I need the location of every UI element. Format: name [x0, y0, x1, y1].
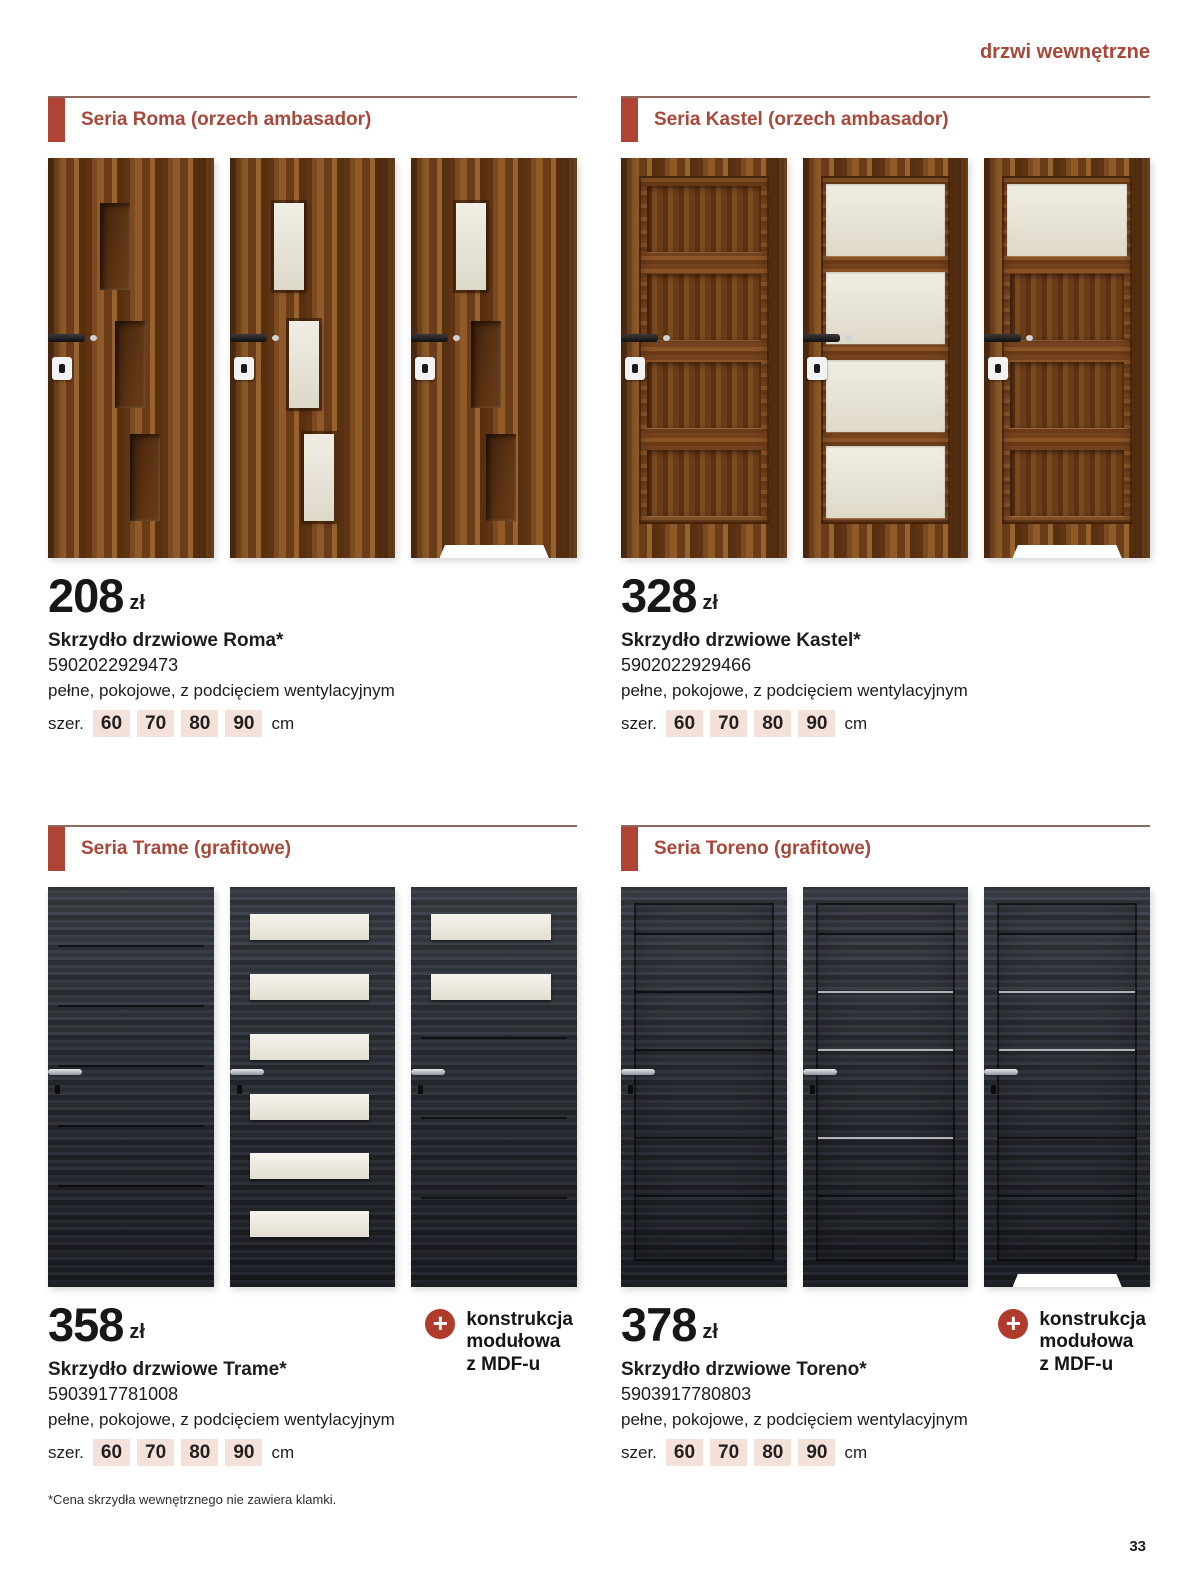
door-image-kastel-mixed	[984, 158, 1150, 558]
section-seria-roma	[48, 96, 577, 737]
door-image-toreno-3	[984, 887, 1150, 1287]
door-photos	[621, 158, 1150, 558]
door-glass-pane	[274, 203, 304, 290]
door-groove	[421, 1197, 567, 1199]
door-groove	[635, 1195, 773, 1197]
size-chip: 90	[225, 1439, 262, 1466]
section-title: Seria Roma (orzech ambasador)	[81, 109, 372, 130]
door-glass-pane	[250, 974, 370, 1000]
size-chip: 70	[137, 1439, 174, 1466]
door-keyhole	[55, 1085, 60, 1094]
door-panel	[100, 203, 130, 290]
door-groove	[635, 991, 773, 993]
product-ean: 5903917780803	[621, 1384, 752, 1404]
size-options	[48, 710, 577, 737]
door-lock-plate	[52, 357, 72, 380]
mdf-badge-line: modułowa	[466, 1331, 561, 1353]
section-accent-bar	[621, 827, 638, 871]
door-frame	[1002, 176, 1132, 524]
door-glass-pane	[250, 1211, 370, 1237]
product-description: pełne, pokojowe, z podcięciem wentylacyjnym	[48, 1410, 395, 1429]
size-options	[621, 710, 1150, 737]
door-handle	[984, 334, 1021, 342]
door-glass-pane	[431, 914, 551, 940]
mdf-badge-text	[1039, 1309, 1146, 1376]
page-number: 33	[1129, 1538, 1146, 1555]
size-chip: 80	[181, 1439, 218, 1466]
size-chip: 90	[225, 710, 262, 737]
door-glass-pane	[456, 203, 486, 290]
size-options	[48, 1439, 577, 1466]
product-ean: 5903917781008	[48, 1384, 179, 1404]
ventilation-undercut	[1013, 545, 1122, 558]
section-title: Seria Kastel (orzech ambasador)	[654, 109, 949, 130]
product-ean: 5902022929466	[621, 655, 752, 675]
size-label: szer.	[48, 1442, 84, 1462]
door-panel	[1010, 450, 1124, 516]
door-groove	[58, 1005, 204, 1007]
size-chip: 70	[710, 1439, 747, 1466]
price-currency: zł	[702, 592, 718, 614]
door-image-trame-glazed	[230, 887, 396, 1287]
product-info	[621, 569, 1150, 737]
section-accent-bar	[621, 98, 638, 142]
price-value: 378	[621, 1298, 697, 1351]
size-chip: 60	[666, 1439, 703, 1466]
door-image-kastel-glazed	[803, 158, 969, 558]
size-unit: cm	[844, 1442, 868, 1462]
price-value: 208	[48, 569, 124, 622]
size-label: szer.	[48, 713, 84, 733]
door-lock-plate	[988, 357, 1008, 380]
door-panel	[130, 434, 160, 521]
price-currency: zł	[129, 592, 145, 614]
door-keyhole	[237, 1085, 242, 1094]
door-image-roma-full	[48, 158, 214, 558]
door-image-trame-mixed	[411, 887, 577, 1287]
mdf-badge-line: modułowa	[1039, 1331, 1134, 1353]
size-chip: 90	[798, 710, 835, 737]
door-glass-pane	[826, 272, 946, 344]
door-glass-pane	[431, 974, 551, 1000]
door-groove	[998, 1195, 1136, 1197]
size-chip: 90	[798, 1439, 835, 1466]
size-chip: 80	[754, 710, 791, 737]
section-accent-bar	[48, 827, 65, 871]
door-image-toreno-2	[803, 887, 969, 1287]
door-image-trame-full	[48, 887, 214, 1287]
size-chip: 60	[666, 710, 703, 737]
door-glass-pane	[826, 184, 946, 256]
door-groove	[635, 933, 773, 935]
section-seria-trame	[48, 825, 577, 1466]
section-seria-kastel	[621, 96, 1150, 737]
product-name: Skrzydło drzwiowe Roma*	[48, 630, 284, 651]
door-glass-pane	[826, 360, 946, 432]
door-frame	[639, 176, 769, 524]
door-glass-pane	[304, 434, 334, 521]
door-lock-plate	[625, 357, 645, 380]
door-glass-pane	[289, 321, 319, 408]
door-handle	[48, 1069, 82, 1075]
door-panel	[1010, 274, 1124, 340]
door-metal-inlay	[818, 1049, 954, 1051]
door-frame	[821, 176, 951, 524]
door-keyhole	[418, 1085, 423, 1094]
section-header	[621, 825, 1150, 881]
door-groove	[817, 933, 955, 935]
door-panel	[1010, 362, 1124, 428]
price-value: 328	[621, 569, 697, 622]
size-unit: cm	[271, 713, 295, 733]
mdf-badge-line: z MDF-u	[466, 1353, 541, 1375]
section-header	[621, 96, 1150, 152]
door-handle	[411, 1069, 445, 1075]
door-panel	[115, 321, 145, 408]
door-metal-inlay	[999, 1049, 1135, 1051]
door-handle	[411, 334, 448, 342]
door-keyhole	[628, 1085, 633, 1094]
door-handle	[803, 334, 840, 342]
door-lock-plate	[415, 357, 435, 380]
door-lock-plate	[807, 357, 827, 380]
door-image-toreno-1	[621, 887, 787, 1287]
door-photos	[621, 887, 1150, 1287]
door-frame	[816, 903, 956, 1261]
section-header	[48, 825, 577, 881]
door-image-kastel-full	[621, 158, 787, 558]
door-groove	[58, 1185, 204, 1187]
size-chip: 60	[93, 1439, 130, 1466]
door-glass-pane	[1007, 184, 1127, 256]
mdf-badge-text	[466, 1309, 573, 1376]
section-title: Seria Trame (grafitowe)	[81, 838, 292, 859]
door-panel	[647, 362, 761, 428]
product-info	[621, 1298, 1150, 1466]
section-title: Seria Toreno (grafitowe)	[654, 838, 872, 859]
size-unit: cm	[271, 1442, 295, 1462]
product-ean: 5902022929473	[48, 655, 179, 675]
door-image-roma-mixed	[411, 158, 577, 558]
product-description: pełne, pokojowe, z podcięciem wentylacyjnym	[48, 681, 395, 700]
size-chip: 60	[93, 710, 130, 737]
plus-icon	[425, 1309, 455, 1339]
mdf-badge	[998, 1309, 1146, 1376]
door-groove	[635, 1137, 773, 1139]
size-options	[621, 1439, 1150, 1466]
door-photos	[48, 887, 577, 1287]
section-accent-bar	[48, 98, 65, 142]
product-info	[48, 1298, 577, 1466]
door-photos	[48, 158, 577, 558]
product-description: pełne, pokojowe, z podcięciem wentylacyjnym	[621, 1410, 968, 1429]
door-groove	[421, 1117, 567, 1119]
page-title: drzwi wewnętrzne	[979, 41, 1150, 63]
size-chip: 80	[754, 1439, 791, 1466]
door-handle	[621, 1069, 655, 1075]
door-handle	[984, 1069, 1018, 1075]
door-metal-inlay	[999, 991, 1135, 993]
door-metal-inlay	[818, 991, 954, 993]
door-groove	[58, 945, 204, 947]
plus-icon	[998, 1309, 1028, 1339]
price-currency: zł	[129, 1321, 145, 1343]
door-panel	[647, 186, 761, 252]
mdf-badge-line: konstrukcja	[1039, 1309, 1146, 1330]
section-header	[48, 96, 577, 152]
door-glass-pane	[826, 446, 946, 518]
door-groove	[817, 1195, 955, 1197]
product-info	[48, 569, 577, 737]
door-handle	[230, 334, 267, 342]
door-panel	[647, 274, 761, 340]
size-label: szer.	[621, 713, 657, 733]
ventilation-undercut	[440, 545, 549, 558]
door-handle	[621, 334, 658, 342]
size-chip: 70	[710, 710, 747, 737]
door-metal-inlay	[818, 1137, 954, 1139]
mdf-badge	[425, 1309, 573, 1376]
door-groove	[998, 933, 1136, 935]
price	[621, 569, 1150, 622]
door-keyhole	[810, 1085, 815, 1094]
door-glass-pane	[250, 1034, 370, 1060]
product-name: Skrzydło drzwiowe Toreno*	[621, 1359, 867, 1380]
door-panel	[647, 450, 761, 516]
product-name: Skrzydło drzwiowe Trame*	[48, 1359, 287, 1380]
section-seria-toreno	[621, 825, 1150, 1466]
size-chip: 80	[181, 710, 218, 737]
door-frame	[634, 903, 774, 1261]
product-name: Skrzydło drzwiowe Kastel*	[621, 630, 861, 651]
door-glass-pane	[250, 914, 370, 940]
door-panel	[471, 321, 501, 408]
door-groove	[998, 1137, 1136, 1139]
price-value: 358	[48, 1298, 124, 1351]
size-label: szer.	[621, 1442, 657, 1462]
door-groove	[421, 1037, 567, 1039]
ventilation-undercut	[1013, 1274, 1122, 1287]
page-header	[48, 38, 1150, 66]
door-groove	[58, 1065, 204, 1067]
door-handle	[48, 334, 85, 342]
door-handle	[230, 1069, 264, 1075]
door-handle	[803, 1069, 837, 1075]
door-groove	[58, 1125, 204, 1127]
door-glass-pane	[250, 1153, 370, 1179]
product-description: pełne, pokojowe, z podcięciem wentylacyjnym	[621, 681, 968, 700]
size-unit: cm	[844, 713, 868, 733]
door-lock-plate	[234, 357, 254, 380]
door-keyhole	[991, 1085, 996, 1094]
door-glass-pane	[250, 1094, 370, 1120]
door-frame	[997, 903, 1137, 1261]
price	[48, 569, 577, 622]
price-currency: zł	[702, 1321, 718, 1343]
product-grid	[48, 96, 1150, 1466]
mdf-badge-line: konstrukcja	[466, 1309, 573, 1330]
door-panel	[486, 434, 516, 521]
door-groove	[635, 1049, 773, 1051]
mdf-badge-line: z MDF-u	[1039, 1353, 1114, 1375]
footnote: *Cena skrzydła wewnętrznego nie zawiera klamki.	[48, 1492, 337, 1507]
door-image-roma-glazed	[230, 158, 396, 558]
size-chip: 70	[137, 710, 174, 737]
